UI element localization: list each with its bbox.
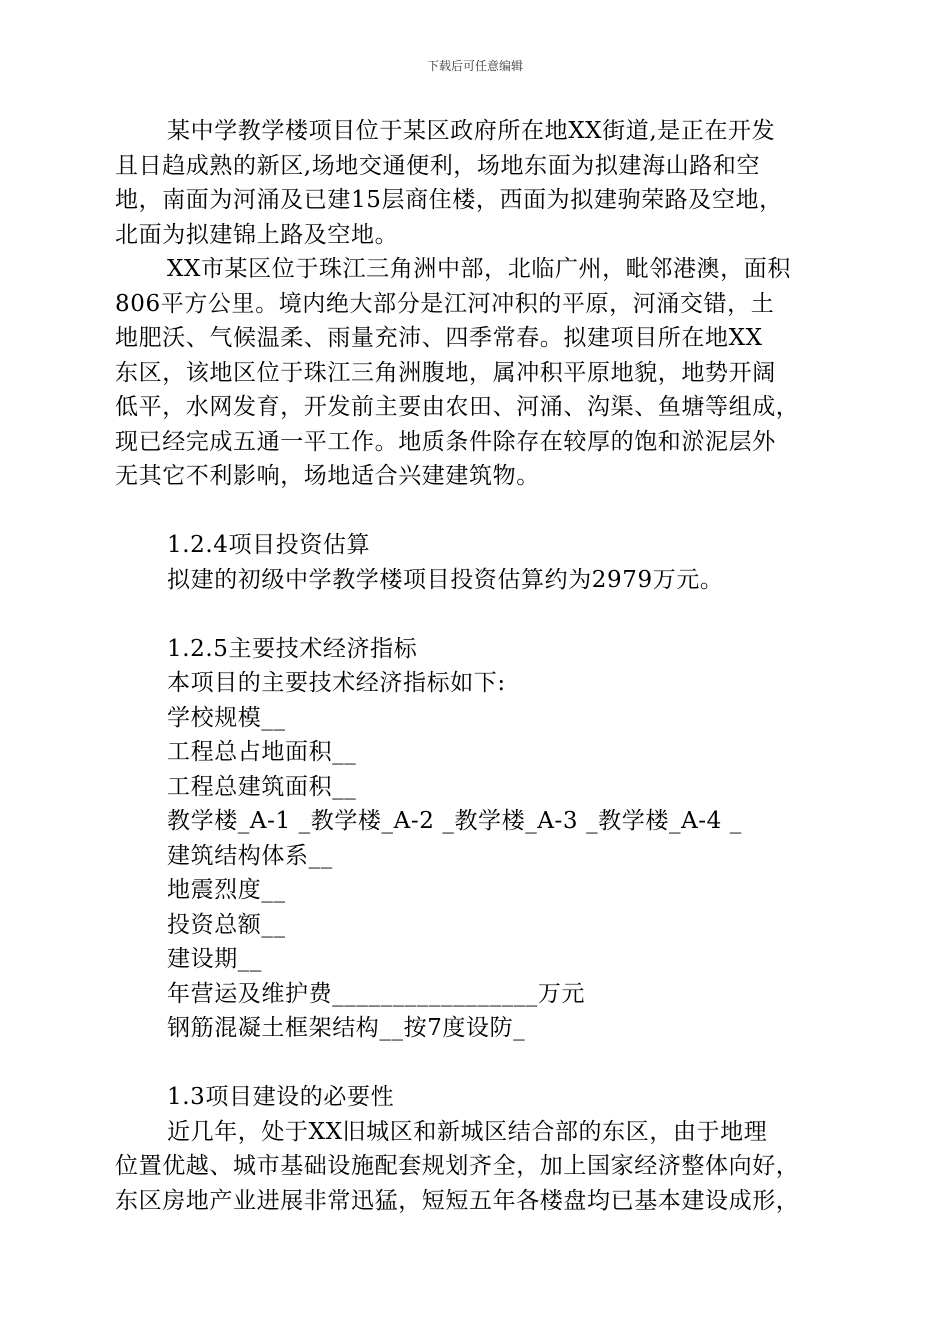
section-heading: 1.2.4项目投资估算 <box>167 532 371 558</box>
indicator-item: 教学楼_A-1 _教学楼_A-2 _教学楼_A-3 _教学楼_A-4 _ <box>167 808 742 834</box>
spacer <box>115 1046 839 1081</box>
indicator-item: 投资总额__ <box>167 911 286 938</box>
text-line: 806平方公里。境内绝大部分是江河冲积的平原，河涌交错，土 <box>115 290 775 317</box>
page-header-note: 下载后可任意编辑 <box>426 59 523 73</box>
text-line: 地肥沃、气候温柔、雨量充沛、四季常春。拟建项目所在地XX <box>115 325 763 351</box>
indicator-item: 地震烈度__ <box>167 877 286 903</box>
text-line: 无其它不利影响，场地适合兴建建筑物。 <box>115 463 540 489</box>
text-line: 地，南面为河涌及已建15层商住楼，西面为拟建驹荣路及空地， <box>115 187 783 213</box>
indicator-item: 年营运及维护费_________________万元 <box>167 980 586 1007</box>
section-investment-estimate <box>115 528 839 597</box>
text-line: XX市某区位于珠江三角洲中部，北临广州，毗邻港澳，面积 <box>167 256 791 282</box>
section-necessity <box>115 1080 839 1218</box>
section-heading: 1.3项目建设的必要性 <box>167 1084 395 1110</box>
text-line: 现已经完成五通一平工作。地质条件除存在较厚的饱和淤泥层外 <box>115 428 776 455</box>
paragraph-site-location <box>115 114 839 252</box>
spacer <box>115 597 839 632</box>
indicator-item: 建设期__ <box>167 946 262 972</box>
indicator-item: 钢筋混凝土框架结构__按7度设防_ <box>167 1015 526 1041</box>
spacer <box>115 494 839 529</box>
text-line: 北面为拟建锦上路及空地。 <box>115 221 399 248</box>
indicator-item: 学校规模__ <box>167 704 286 731</box>
text-line: 且日趋成熟的新区,场地交通便利，场地东面为拟建海山路和空 <box>115 152 761 179</box>
text-line: 低平，水网发育，开发前主要由农田、河涌、沟渠、鱼塘等组成， <box>115 394 800 420</box>
indicator-item: 建筑结构体系__ <box>167 842 333 869</box>
section-heading: 1.2.5主要技术经济指标 <box>167 635 418 662</box>
text-line: 位置优越、城市基础设施配套规划齐全，加上国家经济整体向好， <box>115 1153 800 1179</box>
indicator-item: 工程总建筑面积__ <box>167 773 357 800</box>
text-line: 某中学教学楼项目位于某区政府所在地XX街道,是正在开发 <box>167 118 776 144</box>
text-line: 近几年，处于XX旧城区和新城区结合部的东区，由于地理 <box>167 1118 768 1145</box>
paragraph-region-overview <box>115 252 839 494</box>
text-line: 东区，该地区位于珠江三角洲腹地，属冲积平原地貌，地势开阔 <box>115 359 776 386</box>
text-line: 拟建的初级中学教学楼项目投资估算约为2979万元。 <box>167 566 724 593</box>
indicator-item: 工程总占地面积__ <box>167 739 357 765</box>
section-technical-indicators <box>115 632 839 1046</box>
text-line: 东区房地产业进展非常迅猛，短短五年各楼盘均已基本建设成形， <box>115 1187 800 1214</box>
text-line: 本项目的主要技术经济指标如下: <box>167 670 506 696</box>
document-body <box>115 114 839 1218</box>
